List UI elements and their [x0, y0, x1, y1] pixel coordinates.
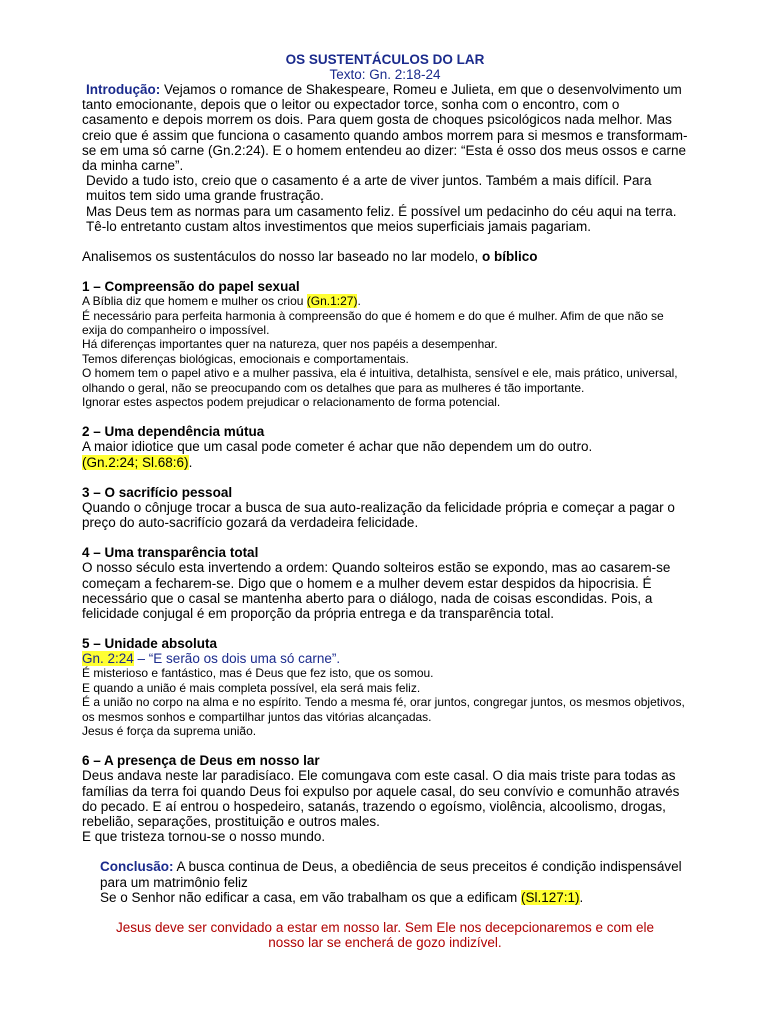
section-3-heading: 3 – O sacrifício pessoal — [82, 484, 233, 500]
section-5-line-2: E quando a união é mais completa possível, ela será mais feliz. — [82, 680, 421, 695]
section-5-quote-line — [82, 651, 688, 666]
section-2-line-1: A maior idiotice que um casal pode cometer é achar que não dependem um do outro. — [82, 439, 593, 455]
page-subtitle: Texto: Gn. 2:18-24 — [329, 67, 441, 82]
section-1-line-2: É necessário para perfeita harmonia à compreensão do que é homem e do que é mulher. Afim de que não se exija do companheiro o impossível. — [82, 308, 664, 338]
section-1-line-3: Há diferenças importantes quer na natureza, quer nos papéis a desempenhar. — [82, 337, 498, 352]
section-3-text: Quando o cônjuge trocar a busca de sua auto-realização da felicidade própria e começar a pagar o preço do auto-sacrifício gozará da verdadeira felicidade. — [82, 499, 675, 531]
conclusion-paragraph — [100, 859, 688, 889]
intro-paragraph-2: Devido a tudo isto, creio que o casamento é a arte de viver juntos. Também a mais difícil. Para muitos tem sido uma grande frustração. — [86, 173, 652, 204]
section-6-text: Deus andava neste lar paradisíaco. Ele comungava com este casal. O dia mais triste para todas as famílias da terra foi quando Deus foi expulso por aquele casal, do seu convívio e comunhão através do pecado. E aí entrou o hospedeiro, satanás, trazendo o egoísmo, violência, alcoolismo, drogas, rebelião, separações, prostituição e outros males. — [82, 768, 680, 829]
section-1-punct: . — [357, 294, 361, 309]
section-1-line-1 — [82, 294, 688, 308]
section-5-quote: – “E serão os dois uma só carne”. — [133, 651, 341, 667]
section-5-reference: Gn. 2:24 — [82, 651, 134, 667]
conclusion-punct: . — [579, 889, 584, 905]
section-1-line-4: Temos diferenças biológicas, emocionais e comportamentais. — [82, 351, 409, 366]
section-1-text: A Bíblia diz que homem e mulher os criou — [82, 294, 307, 309]
conclusion-text: A busca continua de Deus, a obediência de seus preceitos é condição indispensável para um matrimônio feliz — [100, 859, 682, 890]
conclusion-line-2 — [100, 890, 688, 905]
intro-paragraph — [82, 82, 688, 173]
conclusion-label: Conclusão: — [100, 859, 174, 875]
section-1-line-5: O homem tem o papel ativo e a mulher passiva, ela é intuitiva, detalhista, sensível e ele, mais prático, universal, olhando o geral, não se preocupando com os detalhes que para as mulheres é tão importante. — [82, 366, 678, 395]
section-2-line-2 — [82, 455, 688, 470]
intro-paragraph-3: Mas Deus tem as normas para um casamento feliz. É possível um pedacinho do céu aqui na terra. Tê-lo entretanto custam altos investimentos que meios superficiais jamais pagariam. — [86, 203, 677, 234]
section-1-heading: 1 – Compreensão do papel sexual — [82, 279, 300, 295]
closing-line-2: nosso lar se encherá de gozo indizível. — [268, 935, 502, 951]
section-2-punct: . — [188, 454, 193, 470]
section-1-line-6: Ignorar estes aspectos podem prejudicar o relacionamento de forma potencial. — [82, 395, 501, 410]
section-6-heading: 6 – A presença de Deus em nosso lar — [82, 753, 320, 769]
section-2-heading: 2 – Uma dependência mútua — [82, 424, 265, 440]
section-1-reference: (Gn.1:27) — [306, 294, 358, 309]
page-title: OS SUSTENTÁCULOS DO LAR — [285, 52, 485, 67]
intro-text: Vejamos o romance de Shakespeare, Romeu e Julieta, em que o desenvolvimento um tanto emocionante, depois que o leitor ou expectador torce, sonha com o encontro, com o casamento e depois morrem os dois. Para quem gosta de choques psicológicos nada melhor. Mas creio que é assim que funciona o casamento quando ambos morrem para si mesmos e transformam-se em uma só carne (Gn.2:24). E o homem entendeu ao dizer: “Esta é osso dos meus ossos e carne da minha carne”. — [82, 82, 688, 174]
section-5-heading: 5 – Unidade absoluta — [82, 636, 218, 652]
conclusion-verse: Se o Senhor não edificar a casa, em vão trabalham os que a edificam — [100, 889, 521, 905]
analysis-paragraph — [82, 249, 688, 264]
section-4-text: O nosso século esta invertendo a ordem: Quando solteiros estão se expondo, mas ao casarem-se começam a fecharem-se. Digo que o homem e a mulher devem estar despidos da hipocrisia. É necessário que o casal se mantenha aberto para o diálogo, nada de coisas escondidas. Pois, a felicidade conjugal é em proporção da própria entrega e da transparência total. — [82, 560, 671, 621]
section-6-line-2: E que tristeza tornou-se o nosso mundo. — [82, 829, 326, 845]
conclusion-reference: (Sl.127:1) — [521, 889, 580, 905]
intro-label: Introdução: — [86, 82, 161, 97]
section-5-line-3: É a união no corpo na alma e no espírito. Tendo a mesma fé, orar juntos, congregar juntos, os mesmos objetivos, os mesmos sonhos e compartilhar juntos das vitórias alcançadas. — [82, 695, 685, 724]
document-page — [82, 52, 688, 950]
section-5-line-4: Jesus é força da suprema união. — [82, 723, 257, 738]
closing-line-1: Jesus deve ser convidado a estar em nosso lar. Sem Ele nos decepcionaremos e com ele — [115, 919, 655, 935]
section-4-heading: 4 – Uma transparência total — [82, 545, 259, 561]
section-5-line-1: É misterioso e fantástico, mas é Deus que fez isto, que os somou. — [82, 666, 434, 681]
analysis-bold: o bíblico — [481, 249, 538, 265]
analysis-text: Analisemos os sustentáculos do nosso lar baseado no lar modelo, — [82, 249, 482, 265]
conclusion-block — [82, 859, 688, 905]
section-2-reference: (Gn.2:24; Sl.68:6) — [82, 454, 189, 470]
